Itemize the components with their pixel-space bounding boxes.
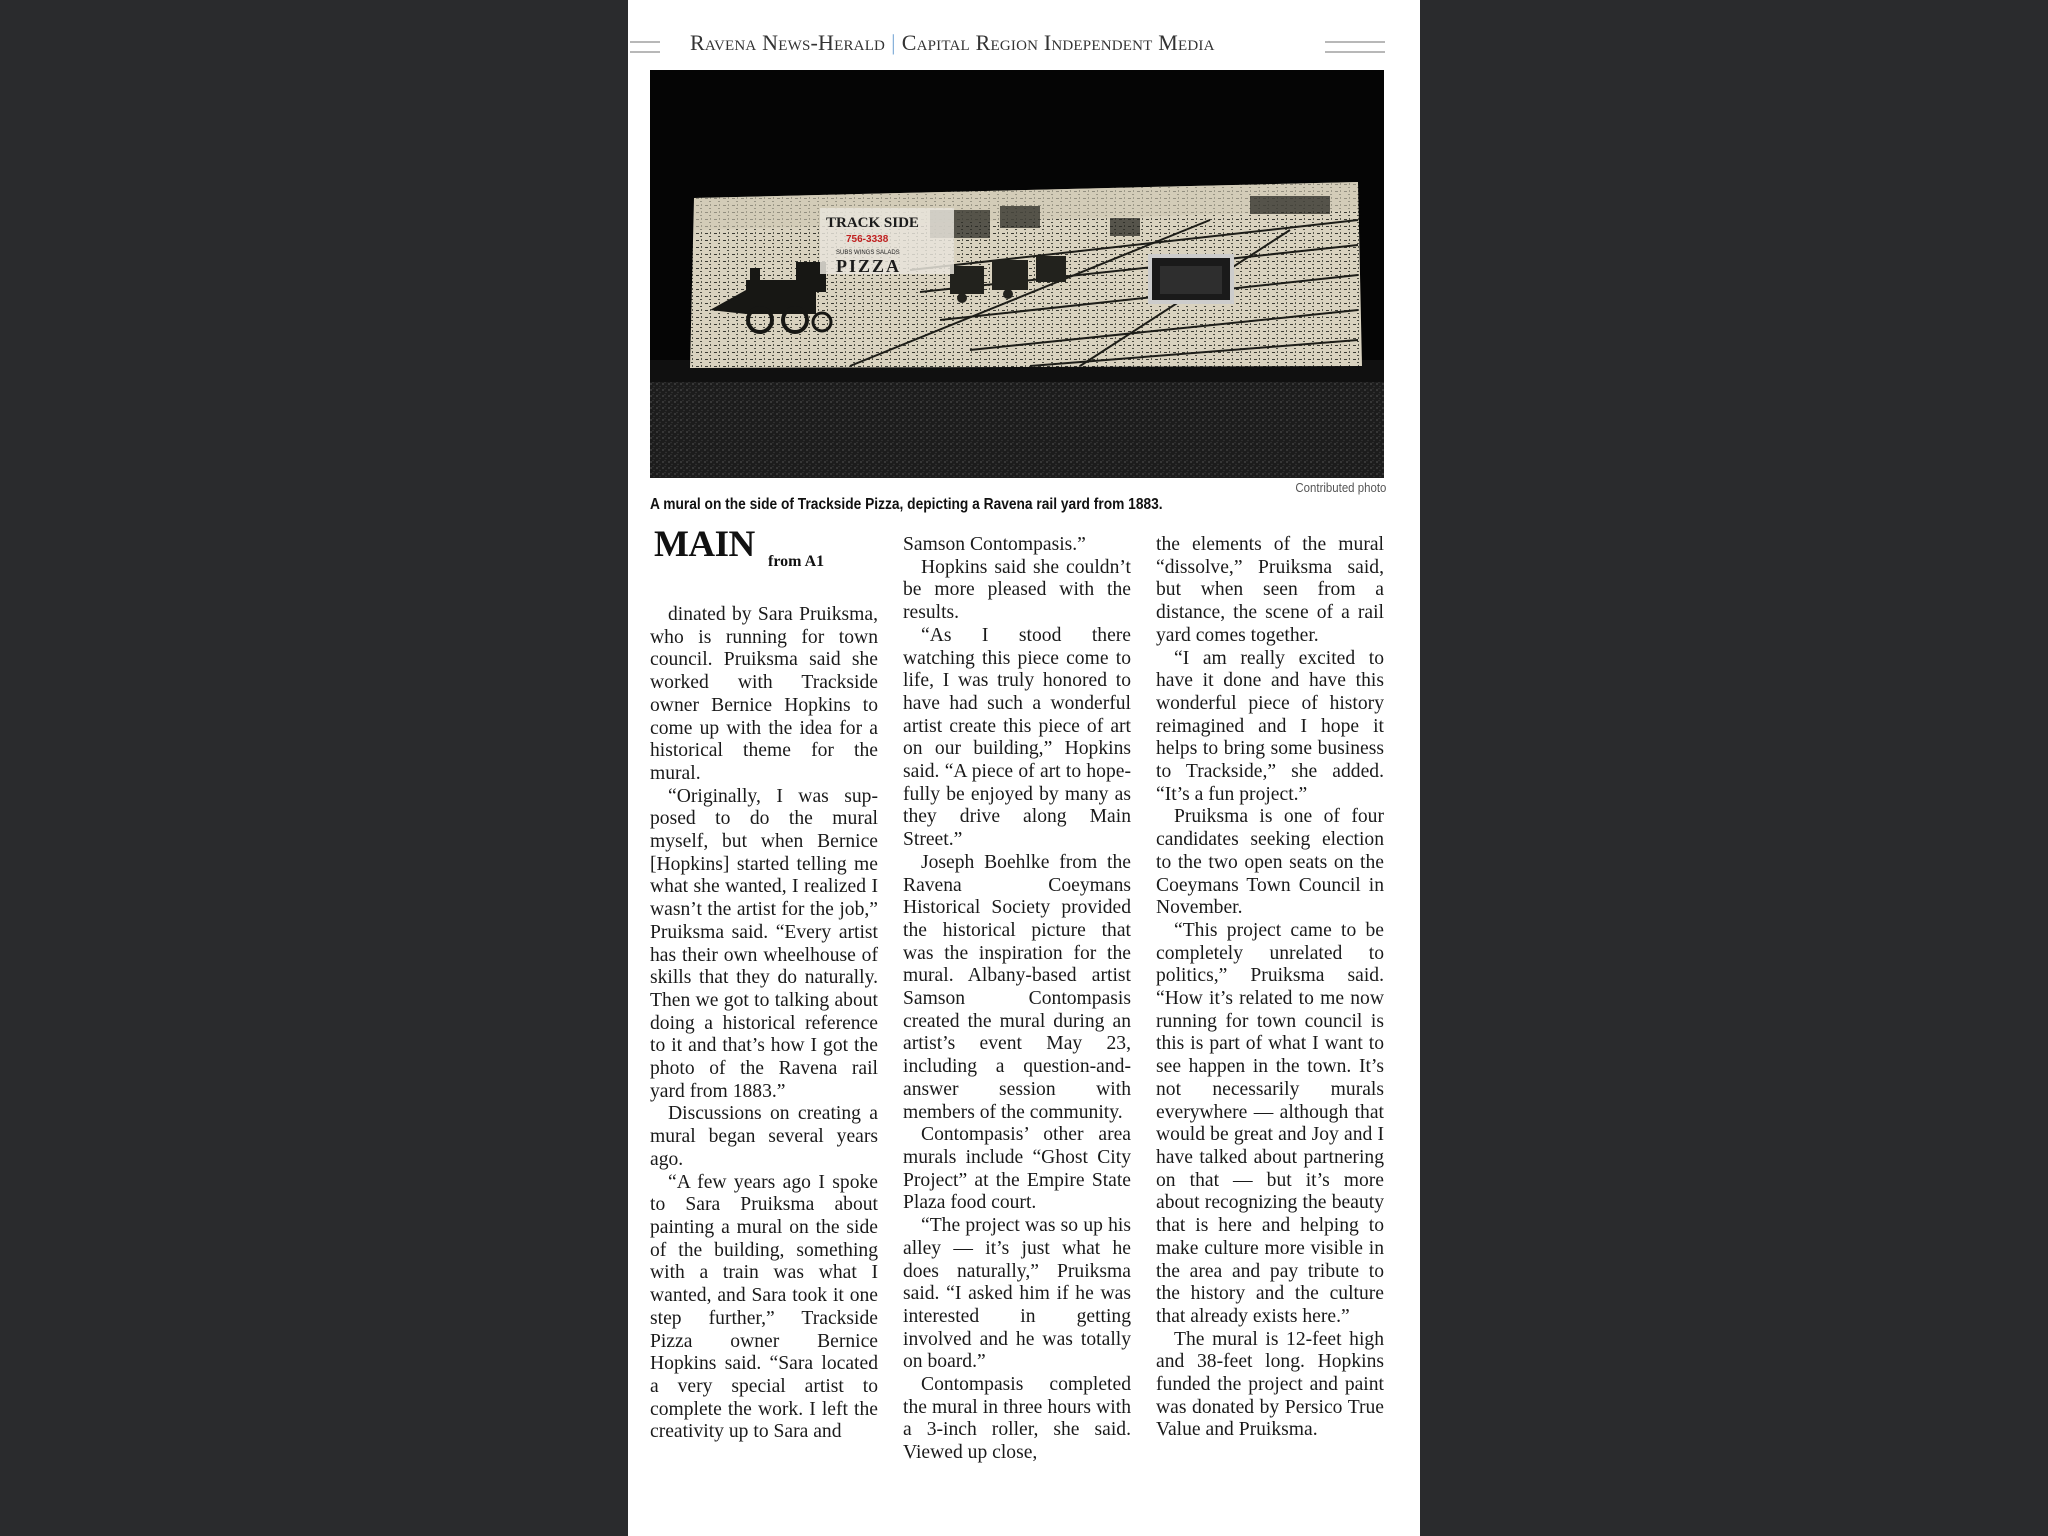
masthead-text [690,30,1310,56]
photo-credit: Contributed photo [1295,480,1386,495]
paragraph: “This project came to be completely unrelated to politics,” Pruiksma said. “How it’s related to me now running for town council is this is part of what I want to see happen in the town. It’s not necessarily murals everywhere — although that would be great and Joy and I have talked about partnering on that — but it’s more about recognizing the beauty that is here and helping to make culture more visible in the area and pay tribute to the history and the culture that already exists here.” [1156,919,1384,1327]
article-column-3 [1156,534,1384,1442]
network-name: Capital Region Independent Media [901,30,1215,55]
paragraph: Discussions on creating a mural began several years ago. [650,1103,878,1170]
masthead-rule-right [1325,41,1385,53]
paragraph: “Originally, I was supposed to do the mural myself, but when Bernice [Hopkins] started telling me what she wanted, I realized I wasn’t the artist for the job,” Pruiksma said. “Every artist has their own wheelhouse of skills that they do naturally. Then we got to talking about doing a historical reference to it and that’s how I got the photo of the Ravena rail yard from 1883.” [650,785,878,1102]
paragraph: Contompasis completed the mural in three hours with a 3-inch roller, she said. Viewed up close, [903,1374,1131,1464]
paragraph: “A few years ago I spoke to Sara Pruiksma about painting a mural on the side of the building, something with a train was what I wanted, and Sara took it one step further,” Trackside Pizza owner Bernice Hopkins said. “Sara located a very special artist to complete the work. I left the creativity up to Sara and [650,1171,878,1443]
paragraph: the elements of the mural “dissolve,” Pruiksma said, but when seen from a distance, the scene of a rail yard comes together. [1156,534,1384,646]
paragraph: Joseph Boehlke from the Ravena Coeymans Historical Society provided the historical picture that was the inspiration for the mural. Albany-based artist Samson Contompasis created the mural during an artist’s event May 23, including a question-and-answer session with members of the community. [903,851,1131,1123]
sign-line-3: SUBS WINGS SALADS [836,250,900,256]
jump-head-from: from A1 [768,553,825,570]
jump-head-main: MAIN [654,524,755,565]
paragraph: The mural is 12-feet high and 38-feet long. Hopkins funded the project and paint was donated by Persico True Value and Pruiksma. [1156,1328,1384,1441]
paragraph: Contompasis’ other area murals include “Ghost City Project” at the Empire State Plaza food court. [903,1124,1131,1214]
article-column-1 [650,524,878,1444]
paragraph: Hopkins said she couldn’t be more pleased with the results. [903,556,1131,624]
newspaper-page [628,0,1420,1536]
paragraph: “I am really excited to have it done and have this wonderful piece of history reimagined and I hope it helps to bring some business to Trackside,” she added. “It’s a fun project.” [1156,647,1384,805]
publication-name: Ravena News-Herald [690,30,886,55]
paragraph: dinated by Sara Pruiksma, who is running for town council. Pruiksma said she worked with Trackside owner Bernice Hopkins to come up with the idea for a historical theme for the mural. [650,604,878,784]
article-column-2 [903,534,1131,1465]
paragraph: Pruiksma is one of four candidates seeking election to the two open seats on the Coeymans Town Council in November. [1156,806,1384,919]
mural-wall [690,182,1362,368]
sign-line-2: 756-3338 [846,234,889,245]
masthead-rule-left [630,41,660,53]
paragraph: Samson Contompasis.” [903,534,1086,555]
sign-line-4: PIZZA [836,256,902,276]
masthead [628,30,1420,60]
photo-caption: A mural on the side of Trackside Pizza, depicting a Ravena rail yard from 1883. [650,496,1163,513]
jump-headline [650,524,878,604]
mural-photo-graphic [650,70,1384,478]
paragraph: “The project was so up his alley — it’s just what he does naturally,” Pruiksma said. “I asked him if he was interested in getting involved and he was totally on board.” [903,1215,1131,1373]
trackside-pizza-sign [820,208,954,276]
mural-photo [650,70,1384,478]
masthead-separator: | [891,30,896,55]
paragraph: “As I stood there watching this piece come to life, I was truly honored to have had such a wonderful artist create this piece of art on our building,” Hopkins said. “A piece of art to hopefully be enjoyed by many as they drive along Main Street.” [903,624,1131,851]
sign-line-1: TRACK SIDE [826,215,919,231]
